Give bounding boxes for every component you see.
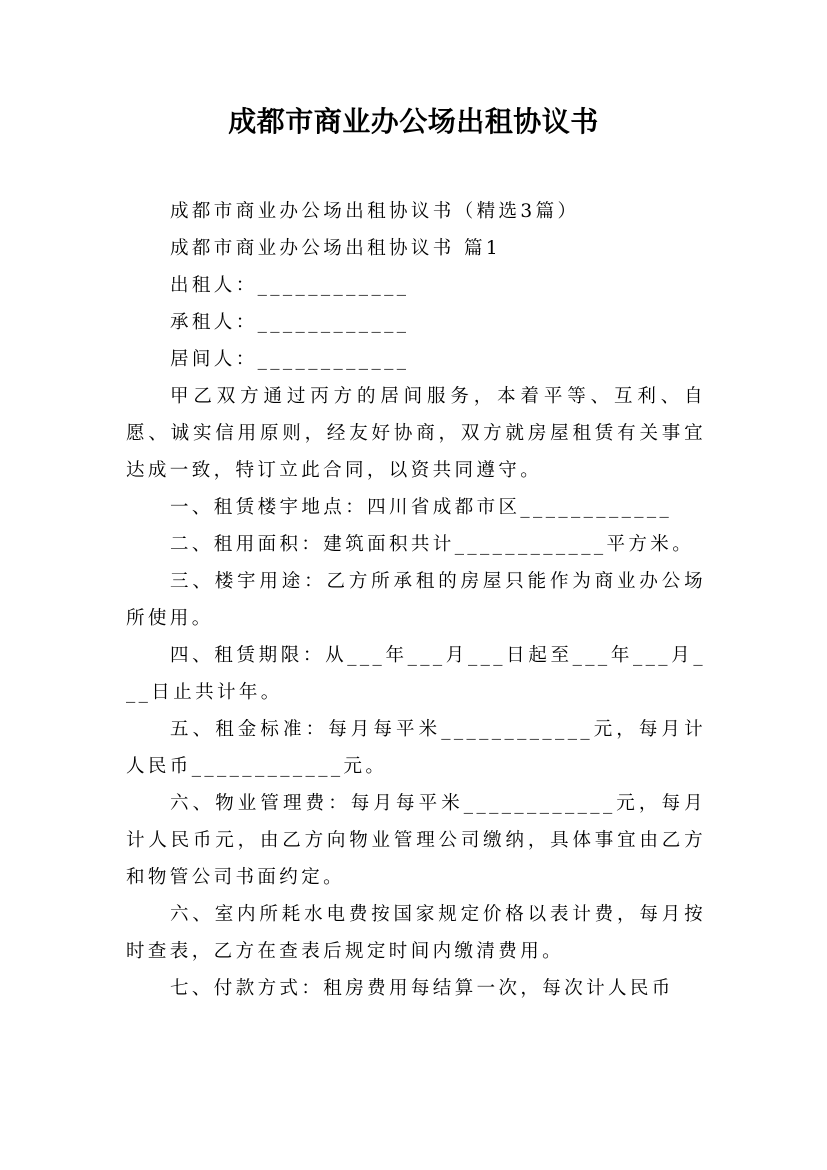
lessor-line: 出租人：____________	[170, 275, 410, 296]
clause-payment: 七、付款方式：租房费用每结算一次，每次计人民币	[170, 978, 674, 999]
document-body	[126, 193, 706, 1007]
clause-utilities: 六、室内所耗水电费按国家规定价格以表计费，每月按时查表，乙方在查表后规定时间内缴清费用。	[126, 904, 706, 962]
subtitle-selection: 成都市商业办公场出租协议书（精选3篇）	[170, 201, 580, 222]
preamble-paragraph: 甲乙双方通过丙方的居间服务，本着平等、互利、自愿、诚实信用原则，经友好协商，双方就房屋租赁有关事宜达成一致，特订立此合同，以资共同遵守。	[126, 386, 706, 481]
clause-term: 四、租赁期限：从___年___月___日起至___年___月___日止共计年。	[126, 645, 706, 703]
lessee-line: 承租人：____________	[170, 312, 410, 333]
clause-property-fee: 六、物业管理费：每月每平米____________元，每月计人民币元，由乙方向物业管理公司缴纳，具体事宜由乙方和物管公司书面约定。	[126, 793, 706, 888]
clause-location: 一、租赁楼宇地点：四川省成都市区____________	[170, 497, 673, 518]
clause-rent: 五、租金标准：每月每平米____________元，每月计人民币____________元。	[126, 719, 706, 777]
section-heading: 成都市商业办公场出租协议书 篇1	[170, 238, 502, 259]
intermediary-line: 居间人：____________	[170, 349, 410, 370]
clause-area: 二、租用面积：建筑面积共计____________平方米。	[170, 534, 695, 555]
document-title: 成都市商业办公场出租协议书	[228, 105, 599, 138]
clause-purpose: 三、楼宇用途：乙方所承租的房屋只能作为商业办公场所使用。	[126, 571, 706, 629]
